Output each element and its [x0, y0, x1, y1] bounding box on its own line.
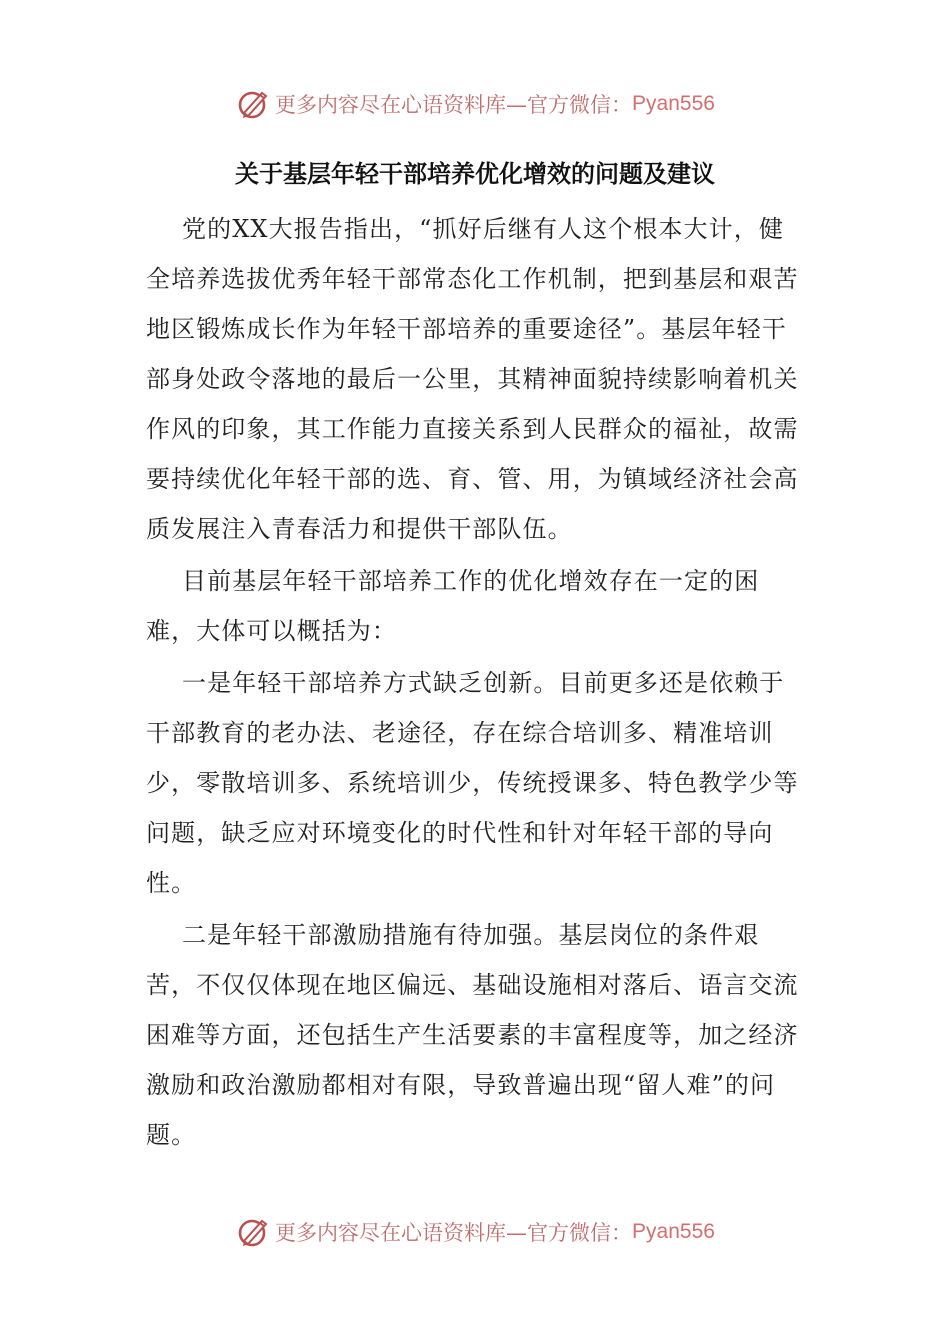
- watermark-account: Pyan556: [632, 92, 715, 115]
- watermark-account: Pyan556: [632, 1220, 715, 1243]
- watermark-header: [0, 84, 950, 124]
- paragraph-point-two: 二是年轻干部激励措施有待加强。基层岗位的条件艰苦，不仅仅体现在地区偏远、基础设施相对落后、语言交流困难等方面，还包括生产生活要素的丰富程度等，加之经济激励和政治激励都相对有限，导致普遍出现“留人难”的问题。: [146, 921, 799, 1149]
- watermark-text: 更多内容尽在心语资料库—官方微信：: [275, 1221, 633, 1245]
- document-body: [146, 204, 806, 1160]
- watermark-footer: [0, 1212, 950, 1252]
- pen-circle-icon: [235, 86, 271, 122]
- paragraph-point-one: 一是年轻干部培养方式缺乏创新。目前更多还是依赖于干部教育的老办法、老途径，存在综合培训多、精准培训少，零散培训多、系统培训少，传统授课多、特色教学少等问题，缺乏应对环境变化的时代性和针对年轻干部的导向性。: [146, 669, 799, 897]
- watermark-text: 更多内容尽在心语资料库—官方微信：: [275, 93, 633, 117]
- pen-circle-icon: [235, 1214, 271, 1250]
- paragraph-intro: 党的XX大报告指出，“抓好后继有人这个根本大计，健全培养选拔优秀年轻干部常态化工作机制，把到基层和艰苦地区锻炼成长作为年轻干部培养的重要途径”。基层年轻干部身处政令落地的最后一公里，其精神面貌持续影响着机关作风的印象，其工作能力直接关系到人民群众的福祉，故需要持续优化年轻干部的选、育、管、用，为镇域经济社会高质发展注入青春活力和提供干部队伍。: [146, 215, 799, 543]
- document-title: 关于基层年轻干部培养优化增效的问题及建议: [235, 159, 715, 188]
- paragraph-summary: 目前基层年轻干部培养工作的优化增效存在一定的困难，大体可以概括为：: [146, 567, 760, 645]
